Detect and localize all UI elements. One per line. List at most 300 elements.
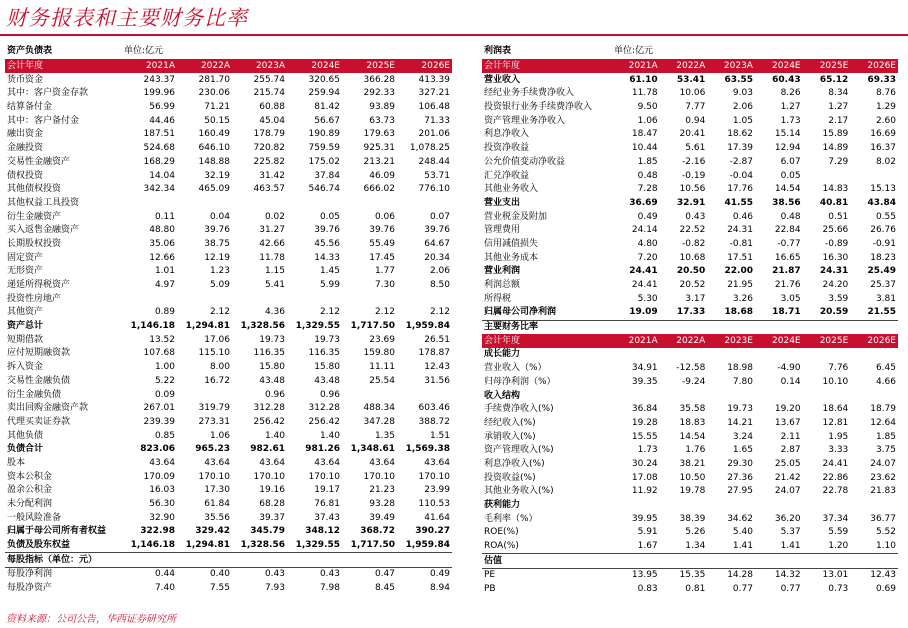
row-label: 承销收入(%) [484, 431, 536, 442]
table-row [5, 416, 452, 430]
value-cell: 1,328.56 [232, 539, 287, 553]
value-cell: 3.59 [828, 293, 849, 304]
value-cell: 1.20 [803, 540, 851, 554]
value-cell: 646.10 [198, 143, 230, 154]
value-cell: 388.72 [418, 416, 450, 427]
row-label: 交易性金融资产 [7, 156, 71, 167]
value-cell: 34.62 [727, 513, 753, 524]
value-cell: 5.30 [637, 293, 658, 304]
table-name: 资产负债表 [5, 45, 122, 59]
year-header: 2025E [342, 59, 397, 73]
value-cell: 7.55 [209, 583, 230, 594]
value-cell [850, 348, 898, 362]
value-cell: 312.28 [253, 403, 285, 414]
value-cell: -0.19 [682, 170, 706, 181]
left-table-title-row [5, 45, 452, 59]
value-cell [803, 348, 851, 362]
value-cell: 46.09 [369, 170, 395, 181]
value-cell: 21.83 [870, 486, 896, 497]
value-cell: 12.64 [870, 417, 896, 428]
value-cell: 3.75 [875, 445, 896, 456]
value-cell: 239.39 [143, 416, 175, 427]
value-cell: 43.48 [314, 375, 340, 386]
value-cell: 1,329.55 [287, 539, 342, 553]
value-cell: 19.20 [774, 404, 801, 415]
table-row [5, 333, 452, 347]
row-label: ROA(%) [482, 540, 612, 554]
value-cell: 44.46 [149, 115, 175, 126]
table-row [5, 402, 452, 416]
row-label: 应付短期融资款 [7, 348, 71, 359]
page-title: 财务报表和主要财务比率 [6, 6, 248, 30]
value-cell: 21.95 [727, 280, 753, 291]
value-cell: 348.12 [305, 526, 340, 537]
value-cell: 390.27 [415, 526, 450, 537]
value-cell: 8.02 [875, 156, 896, 167]
table-row [5, 142, 452, 156]
row-label: 成长能力 [484, 349, 521, 360]
table-row [5, 183, 452, 197]
value-cell: 463.57 [253, 184, 285, 195]
row-label: 归母净利润（%） [484, 376, 556, 387]
value-cell: 1,329.55 [295, 321, 340, 332]
table-row [5, 265, 452, 279]
row-label: 信用减值损失 [484, 238, 539, 249]
value-cell: 255.74 [253, 74, 285, 85]
row-label: 营业税金及附加 [484, 211, 548, 222]
value-cell: 22.52 [679, 225, 706, 236]
row-label: 拆入资金 [7, 362, 44, 373]
value-cell: 63.73 [369, 115, 395, 126]
value-cell: 15.80 [259, 362, 285, 373]
table-row [5, 553, 452, 568]
value-cell: 0.43 [264, 569, 285, 580]
year-header: 2022A [660, 59, 708, 73]
value-cell [755, 348, 803, 362]
row-label: 利润总额 [484, 280, 521, 291]
value-cell: 107.68 [143, 348, 175, 359]
value-cell: 93.89 [369, 102, 395, 113]
value-cell: 5.09 [209, 280, 230, 291]
row-label: 短期借款 [7, 334, 44, 345]
value-cell: 43.64 [314, 457, 340, 468]
row-label: 每股净利润 [7, 569, 53, 580]
value-cell: 31.27 [259, 225, 285, 236]
value-cell: 5.91 [637, 527, 658, 538]
value-cell: 2025E [803, 334, 851, 348]
value-cell: 0.77 [780, 584, 801, 595]
value-cell: 15.13 [870, 184, 896, 195]
value-cell: 25.05 [774, 458, 801, 469]
value-cell: 21.23 [369, 485, 395, 496]
table-row [5, 388, 452, 402]
value-cell: 22.00 [724, 266, 753, 277]
value-cell: 248.44 [418, 156, 450, 167]
value-cell: 7.20 [637, 252, 658, 263]
value-cell: 281.70 [198, 74, 230, 85]
value-cell: -4.90 [777, 363, 801, 374]
value-cell: 1.41 [755, 540, 803, 554]
value-cell: 2.11 [780, 431, 801, 442]
row-label: 经纪业务手续费净收入 [484, 88, 575, 99]
value-cell: 45.04 [259, 115, 285, 126]
value-cell: 1,569.38 [405, 444, 450, 455]
value-cell: 38.75 [204, 238, 230, 249]
value-cell: 5.26 [685, 527, 706, 538]
row-label: 估值 [482, 554, 612, 569]
value-cell [287, 197, 342, 211]
value-cell: 32.91 [676, 197, 706, 208]
value-cell: 170.10 [363, 471, 395, 482]
value-cell: 36.77 [870, 513, 896, 524]
value-cell: 40.81 [819, 197, 849, 208]
value-cell: 71.21 [204, 102, 230, 113]
value-cell: 3.33 [828, 445, 849, 456]
value-cell: 12.66 [149, 252, 175, 263]
row-label: 债权投资 [7, 170, 44, 181]
value-cell: 230.06 [198, 88, 230, 99]
value-cell: 5.61 [685, 143, 706, 154]
value-cell: 0.73 [828, 584, 849, 595]
value-cell: 0.85 [154, 430, 175, 441]
value-cell: 776.10 [418, 184, 450, 195]
value-cell: 39.95 [631, 513, 658, 524]
value-cell: 25.66 [822, 225, 849, 236]
value-cell: 19.28 [631, 417, 658, 428]
value-cell: 116.35 [308, 348, 340, 359]
value-cell: 0.43 [685, 211, 706, 222]
value-cell [803, 169, 851, 183]
value-cell: 8.00 [209, 362, 230, 373]
value-cell: 1,294.81 [185, 321, 230, 332]
value-cell: 27.36 [727, 472, 753, 483]
value-cell: 25.49 [867, 266, 896, 277]
value-cell: 0.09 [154, 389, 175, 400]
value-cell: 12.81 [822, 417, 849, 428]
table-row [482, 306, 898, 320]
row-label: 营业收入 [484, 74, 521, 85]
value-cell: 965.23 [195, 444, 230, 455]
value-cell: 190.89 [308, 129, 340, 140]
value-cell: 41.55 [724, 197, 753, 208]
value-cell: 24.41 [629, 266, 658, 277]
value-cell: 18.47 [631, 129, 658, 140]
value-cell: 31.56 [424, 375, 450, 386]
value-cell: 18.83 [679, 417, 706, 428]
value-cell: 413.39 [418, 74, 450, 85]
value-cell: 368.72 [360, 526, 395, 537]
value-cell: 10.44 [631, 143, 658, 154]
value-cell: 0.89 [154, 307, 175, 318]
table-row [5, 114, 452, 128]
value-cell [660, 554, 708, 569]
value-cell: 13.01 [822, 570, 849, 581]
row-label: 货币资金 [7, 74, 44, 85]
row-label: 未分配利润 [7, 499, 53, 510]
value-cell: 170.10 [308, 471, 340, 482]
value-cell: 9.50 [637, 102, 658, 113]
row-label: 每股指标（单位：元） [5, 553, 122, 568]
value-cell: -2.16 [682, 156, 706, 167]
value-cell: 2.06 [429, 266, 450, 277]
row-label: 手续费净收入(%) [484, 404, 554, 415]
table-row [5, 279, 452, 293]
value-cell: 24.07 [774, 486, 801, 497]
value-cell: 14.21 [727, 417, 753, 428]
value-cell: 4.66 [875, 376, 896, 387]
value-cell: 0.46 [732, 211, 753, 222]
table-row [482, 362, 898, 376]
row-label: 其他业务收入(%) [484, 486, 554, 497]
value-cell: 29.30 [727, 458, 753, 469]
value-cell: 43.64 [149, 457, 175, 468]
value-cell: 199.96 [143, 88, 175, 99]
value-cell [850, 554, 898, 569]
table-row [5, 429, 452, 443]
value-cell [342, 553, 397, 568]
row-label: ROE(%) [484, 527, 519, 538]
value-cell: -0.82 [682, 238, 706, 249]
row-label: 汇兑净收益 [484, 170, 530, 181]
value-cell: 65.12 [819, 74, 849, 85]
value-cell [803, 320, 851, 334]
value-cell: 18.79 [870, 404, 896, 415]
table-row [482, 251, 898, 265]
row-label: 利息净收入(%) [484, 458, 545, 469]
value-cell [803, 389, 851, 403]
value-cell: 21.87 [772, 266, 801, 277]
value-cell: 13.95 [631, 570, 658, 581]
value-cell [850, 169, 898, 183]
table-row [482, 142, 898, 156]
row-label: 无形资产 [7, 266, 44, 277]
value-cell: 35.56 [204, 512, 230, 523]
value-cell: 3.17 [685, 293, 706, 304]
value-cell [707, 389, 755, 403]
value-cell: 168.29 [143, 156, 175, 167]
value-cell: 3.26 [732, 293, 753, 304]
value-cell: 36.84 [631, 404, 658, 415]
value-cell: 6.07 [780, 156, 801, 167]
year-header: 2025E [803, 59, 851, 73]
value-cell: 116.35 [253, 348, 285, 359]
value-cell: 3.05 [780, 293, 801, 304]
value-cell: 18.98 [727, 363, 753, 374]
value-cell: 10.50 [679, 472, 706, 483]
value-cell: 8.76 [875, 88, 896, 99]
value-cell: 347.28 [363, 416, 395, 427]
row-label: 所得税 [484, 293, 512, 304]
value-cell: 16.72 [204, 375, 230, 386]
value-cell: 55.49 [369, 238, 395, 249]
value-cell: 0.69 [875, 584, 896, 595]
row-label: 营业收入（%） [484, 363, 547, 374]
value-cell: 0.94 [685, 115, 706, 126]
table-row [5, 498, 452, 512]
value-cell: 2.60 [875, 115, 896, 126]
unit-label: 单位:亿元 [122, 45, 452, 59]
table-row [482, 569, 898, 583]
value-cell: 14.89 [822, 143, 849, 154]
value-cell: 1.77 [374, 266, 395, 277]
row-label: 毛利率（%） [484, 513, 538, 524]
value-cell: 21.76 [774, 280, 801, 291]
row-label: 资产管理收入(%) [484, 445, 554, 456]
value-cell: 10.10 [822, 376, 849, 387]
table-row [5, 101, 452, 115]
value-cell: 43.64 [204, 457, 230, 468]
value-cell: 19.73 [727, 404, 753, 415]
value-cell: 7.28 [637, 184, 658, 195]
table-row [5, 525, 452, 539]
value-cell: 17.76 [727, 184, 753, 195]
value-cell: 0.49 [637, 211, 658, 222]
value-cell: 256.42 [253, 416, 285, 427]
table-row [5, 73, 452, 87]
value-cell: 327.21 [418, 88, 450, 99]
value-cell: 68.28 [259, 499, 285, 510]
value-cell: 27.95 [727, 486, 753, 497]
value-cell: 2.17 [828, 115, 849, 126]
table-row [482, 156, 898, 170]
value-cell: 759.59 [308, 143, 340, 154]
row-label: 盈余公积金 [7, 485, 53, 496]
value-cell: 43.48 [259, 375, 285, 386]
value-cell: 32.19 [204, 170, 230, 181]
value-cell: 37.84 [314, 170, 340, 181]
value-cell [707, 554, 755, 569]
row-label: 衍生金融负债 [7, 389, 62, 400]
table-row [5, 484, 452, 498]
value-cell: 1.65 [732, 445, 753, 456]
value-cell: 14.54 [679, 431, 706, 442]
value-cell: 1.76 [685, 445, 706, 456]
table-row [5, 238, 452, 252]
value-cell: 465.09 [198, 184, 230, 195]
value-cell: 16.30 [822, 252, 849, 263]
value-cell: 41.64 [424, 512, 450, 523]
value-cell: 12.43 [870, 570, 896, 581]
value-cell: 14.28 [727, 570, 753, 581]
value-cell: 1,348.61 [350, 444, 395, 455]
year-header: 2024E [287, 59, 342, 73]
table-row [482, 265, 898, 279]
value-cell: 31.42 [259, 170, 285, 181]
value-cell: 2023E [707, 334, 755, 348]
value-cell: -0.04 [729, 170, 753, 181]
value-cell: 1.45 [319, 266, 340, 277]
row-label: 主要财务比率 [484, 322, 539, 333]
value-cell [177, 388, 232, 402]
table-row [482, 540, 898, 554]
value-cell [850, 389, 898, 403]
value-cell: 14.04 [149, 170, 175, 181]
value-cell: 22.78 [822, 486, 849, 497]
value-cell: 17.51 [727, 252, 753, 263]
value-cell: 170.10 [253, 471, 285, 482]
value-cell: 2.12 [429, 307, 450, 318]
value-cell [660, 348, 708, 362]
value-cell: 1,294.81 [177, 539, 232, 553]
year-header: 2026E [850, 59, 898, 73]
table-row [482, 512, 898, 526]
value-cell [755, 499, 803, 513]
value-cell: 345.79 [250, 526, 285, 537]
table-row [482, 114, 898, 128]
value-cell: 5.40 [732, 527, 753, 538]
value-cell: 56.99 [149, 102, 175, 113]
value-cell: 18.62 [727, 129, 753, 140]
value-cell [660, 499, 708, 513]
value-cell: 18.68 [707, 306, 755, 320]
value-cell: 170.10 [418, 471, 450, 482]
value-cell: 160.49 [198, 129, 230, 140]
row-label: 其他业务收入 [484, 184, 539, 195]
value-cell: 1,959.84 [397, 539, 452, 553]
value-cell: 63.55 [724, 74, 753, 85]
value-cell: 1,959.84 [405, 321, 450, 332]
table-row [5, 306, 452, 320]
value-cell: 1.35 [374, 430, 395, 441]
row-label: 营业利润 [484, 266, 521, 277]
value-cell: 0.55 [875, 211, 896, 222]
value-cell: 2.12 [319, 307, 340, 318]
value-cell: 12.19 [204, 252, 230, 263]
table-row [5, 375, 452, 389]
value-cell: 106.48 [418, 102, 450, 113]
table-row [482, 458, 898, 472]
value-cell: 15.14 [774, 129, 801, 140]
value-cell: 7.93 [264, 583, 285, 594]
year-header: 2022A [177, 59, 232, 73]
row-label: 长期股权投资 [7, 238, 62, 249]
value-cell: 19.73 [259, 334, 285, 345]
value-cell: 76.81 [314, 499, 340, 510]
value-cell: 187.51 [143, 129, 175, 140]
value-cell [177, 292, 232, 306]
table-row [5, 156, 452, 170]
value-cell: 3.81 [875, 293, 896, 304]
value-cell: 19.16 [259, 485, 285, 496]
value-cell: 319.79 [198, 403, 230, 414]
unit-label: 单位:亿元 [612, 45, 898, 59]
table-row [482, 210, 898, 224]
value-cell: 17.39 [727, 143, 753, 154]
value-cell: 23.62 [870, 472, 896, 483]
value-cell: 61.10 [629, 74, 658, 85]
value-cell: 14.54 [774, 184, 801, 195]
value-cell: 24.41 [822, 458, 849, 469]
column-header: 会计年度 [482, 59, 612, 73]
value-cell: 61.84 [204, 499, 230, 510]
value-cell: 81.42 [314, 102, 340, 113]
row-label: 其他权益工具投资 [7, 197, 80, 208]
value-cell: 0.48 [780, 211, 801, 222]
value-cell [707, 348, 755, 362]
value-cell: 546.74 [308, 184, 340, 195]
value-cell: 5.59 [828, 527, 849, 538]
table-row [482, 183, 898, 197]
value-cell: 0.96 [264, 389, 285, 400]
value-cell: 15.80 [314, 362, 340, 373]
value-cell: 1.06 [209, 430, 230, 441]
value-cell: 7.29 [828, 156, 849, 167]
value-cell: -0.91 [872, 238, 896, 249]
value-cell: 2.12 [374, 307, 395, 318]
value-cell [122, 553, 177, 568]
year-header: 2023A [707, 59, 755, 73]
value-cell: 12.43 [424, 362, 450, 373]
